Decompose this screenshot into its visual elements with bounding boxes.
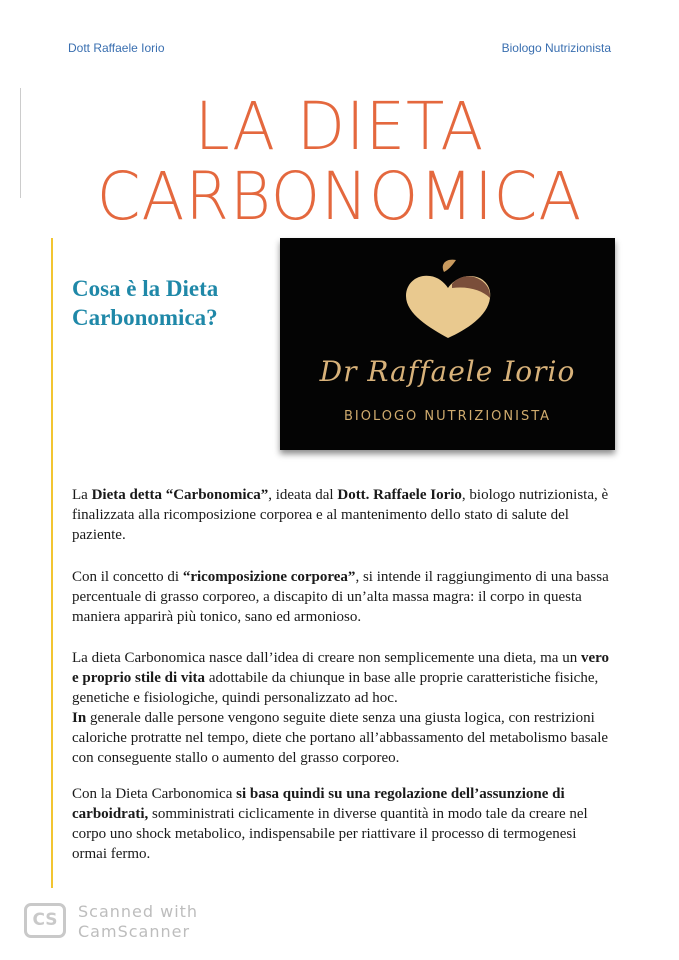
text-run: , ideata dal — [268, 487, 338, 503]
watermark-line-2: CamScanner — [78, 922, 191, 941]
text-run-bold: “ricomposizione corporea” — [182, 569, 356, 585]
text-run: somministrati ciclicamente in diverse quantità in modo tale da creare nel corpo uno shock metabolico, indispensabile per riattivare il processo di termogenesi ormai fermo. — [72, 806, 588, 862]
text-run: La — [72, 487, 92, 503]
logo-subtitle: BIOLOGO NUTRIZIONISTA — [343, 409, 552, 424]
accent-rule — [51, 238, 53, 888]
text-run-bold: Dieta detta “Carbonomica” — [91, 487, 269, 503]
logo-name: Dr Raffaele Iorio — [319, 355, 576, 388]
paragraph-recomposition — [72, 567, 612, 627]
text-run: , si intende il raggiungimento di una bassa percentuale di grasso corporeo, a discapito di un’alta massa magra: il corpo in questa maniera apparirà più tonico, sano ed armonioso. — [72, 569, 609, 625]
brand-logo-panel — [280, 238, 615, 450]
text-run-bold: si basa quindi su una regolazione dell’assunzione di carboidrati, — [72, 786, 565, 822]
watermark-line-1: Scanned with — [78, 902, 199, 921]
text-run: La dieta Carbonomica nasce dall’idea di creare non semplicemente una dieta, ma un — [72, 650, 581, 666]
header-author: Dott Raffaele Iorio — [68, 41, 165, 55]
section-heading: Cosa è la Dieta Carbonomica? — [72, 276, 219, 330]
title-line-1: LA DIETA — [194, 88, 485, 165]
header-profession: Biologo Nutrizionista — [501, 41, 611, 55]
text-run: Con il concetto di — [72, 569, 183, 585]
text-run-bold: vero e proprio stile di vita — [72, 650, 609, 686]
text-run-bold: Dott. Raffaele Iorio — [337, 487, 462, 503]
camscanner-badge-icon: CS — [24, 903, 66, 938]
text-run: Con la Dieta Carbonomica — [72, 786, 237, 802]
text-run: generale dalle persone vengono seguite diete senza una giusta logica, con restrizioni caloriche protratte nel tempo, diete che portano all’abbassamento del metabolismo basale con conseguente stallo o aumento del grasso corporeo. — [72, 710, 609, 766]
text-run: , biologo nutrizionista, è finalizzata alla ricomposizione corporea e al mantenimento dello stato di salute del paziente. — [72, 487, 609, 543]
text-run: adottabile da chiunque in base alle proprie caratteristiche fisiche, genetiche e fisiologiche, quindi personalizzato ad hoc. — [72, 670, 599, 706]
camscanner-watermark — [78, 902, 198, 942]
paragraph-intro — [72, 485, 612, 545]
paragraph-carbs — [72, 784, 612, 864]
text-run-bold: In — [72, 710, 87, 726]
title-line-2: CARBONOMICA — [96, 158, 583, 235]
paragraph-lifestyle — [72, 648, 612, 768]
